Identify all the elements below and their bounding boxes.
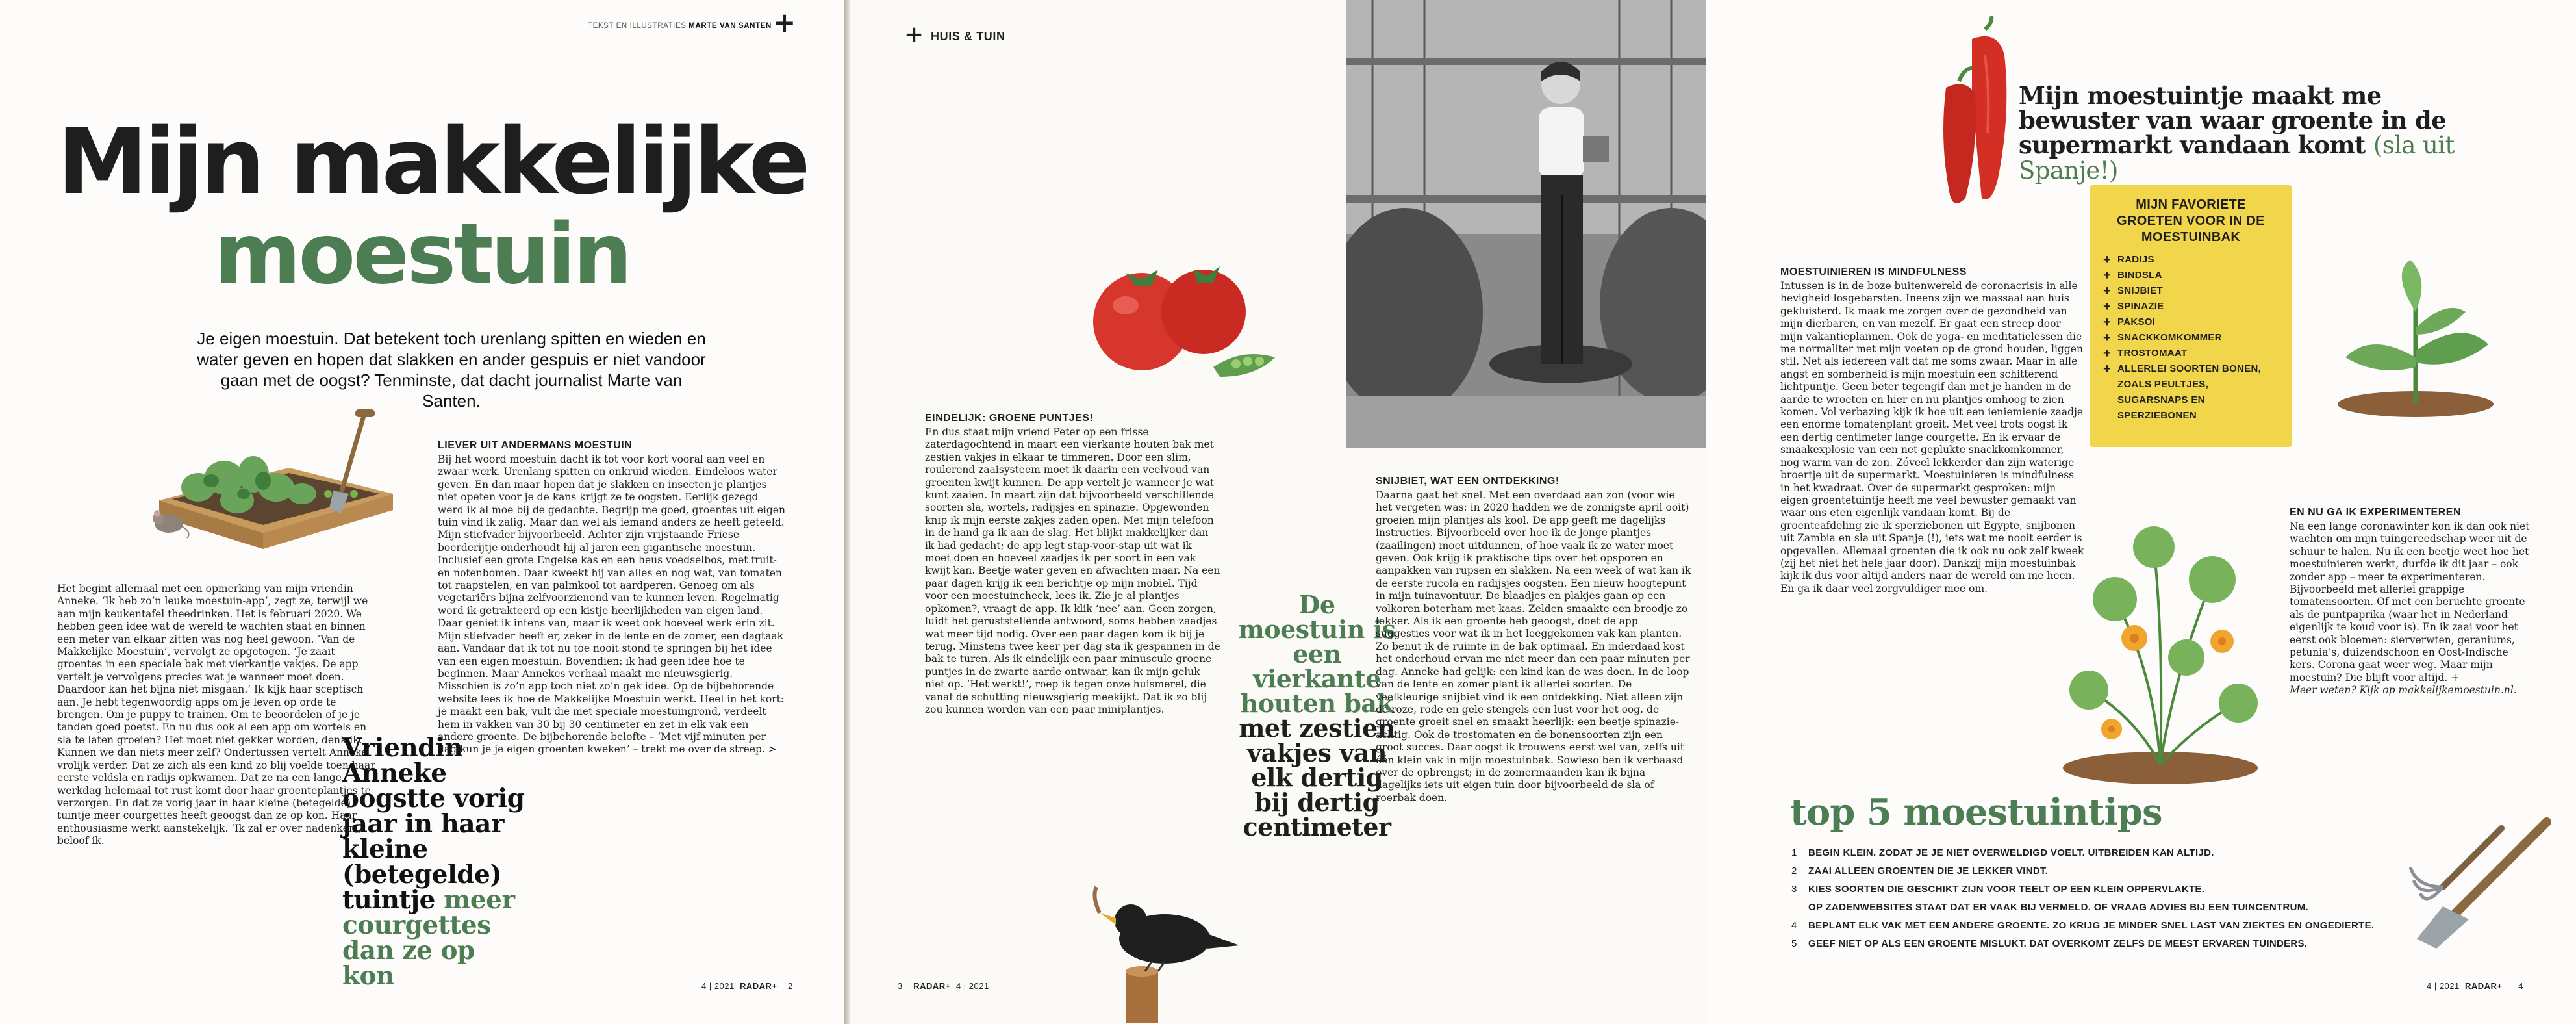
folio-mag: RADAR+	[913, 981, 951, 991]
article-col-2	[438, 440, 785, 756]
page-title-green: moestuin	[214, 206, 630, 303]
tip-item: 4 BEPLANT ELK VAK MET EEN ANDERE GROENTE. ZO KRIJG JE MINDER SNEL LAST VAN ZIEKTES EN ONGEDIERTE.	[1791, 920, 2375, 931]
page-title: Mijn makkelijke	[57, 109, 807, 215]
favorite-item: + SNIJBIET	[2103, 283, 2279, 299]
favorites-box	[2090, 185, 2292, 447]
garden-tools-illustration	[2404, 815, 2557, 955]
folio-page: 4	[2518, 981, 2523, 991]
col1-heading: MOESTUINIEREN IS MINDFULNESS	[1780, 266, 1967, 277]
pull-quote	[1237, 590, 1396, 841]
article-col-2	[1376, 476, 1693, 804]
pull-quote-green: meer courgettes dan ze op kon	[342, 885, 515, 991]
col1-text: Intussen is in de boze buitenwereld de coronacrisis in alle hevigheid losgebarsten. Ineens zijn we massaal aan huis gekluisterd. Ik maak me zorgen over de gezondheid van mijn dierbaren, en van mezelf. Er gaat een streep door mijn vakantieplannen. Ook de yoga- en meditatielessen die me normaliter met mijn voeten op de grond houden, liggen stil. Net als iedereen valt dat me soms zwaar. Maar in alle angst en somberheid is mijn moestuin een schitterend lichtpuntje. Geen beter tegengif dan met je handen in de aarde te wroeten en hier en nu plantjes omhoog te zien komen. Vol verbazing kijk ik hoe uit een ieniemienie zaadje een enorme tomatenplant groeit. Met veel trots oogst ik een dertig centimeter lange courgette. En ik ervaar de smaakexplosie van een net geplukte snackkomkommer, nog warm van de zon. Zóveel lekkerder dan zijn waterige broertje uit de supermarkt. Moestuinieren is mindfulness in het kwadraat. Over de supermarkt gesproken: mijn eigen groentetuintje heeft me veel bewuster gemaakt van waar ons eten eigenlijk vandaan komt. Bij de groenteafdeling zie ik sperziebonen uit Egypte, snijbonen uit Zambia en sla uit Spanje (!), iets wat me nooit eerder is opgevallen. Allemaal groenten die ik ook nu ook zelf kweek (zij het niet het hele jaar door). Dankzij mijn moestuinbak kijk ik dus voor altijd anders naar de wereld om me heen. En ga ik daar veel zorgvuldiger mee om.	[1780, 280, 2084, 595]
headline-main: Mijn moestuintje maakt me bewuster van waar groente in de supermarkt vandaan komt	[2019, 81, 2447, 159]
favorites-title: MIJN FAVORIETE GROETEN VOOR IN DE MOESTUINBAK	[2117, 198, 2265, 244]
article-col-1	[925, 413, 1220, 716]
page-left	[0, 0, 844, 1024]
tips-list	[1791, 847, 2375, 956]
col1-heading: EINDELIJK: GROENE PUNTJES!	[925, 413, 1094, 424]
page-right	[1706, 0, 2576, 1024]
favorite-item: + TROSTOMAAT	[2103, 346, 2279, 361]
favorite-item: + SNACKKOMKOMMER	[2103, 330, 2279, 346]
col2-text: Na een lange coronawinter kon ik dan ook niet wachten om mijn tuingereedschap weer uit de schuur te halen. Nu ik een beetje weet hoe het moestuinieren werkt, durfde ik dit jaar – ook zonder app – meer te experimenteren. Bijvoorbeeld met allerlei grappige tomatensoorten. Of met een beruchte groente als de puntpaprika (waar het in Nederland eigenlijk te koud voor is). En ik zaai voor het eerst ook bloemen: sierverwten, geraniums, petunia’s, duizendschoon en Oost-Indische kers. Corona gaat weer weg. Maar mijn moestuin? Die blijft voor altijd. +	[2290, 520, 2530, 684]
pull-quote-green: De moestuin is een vierkante houten bak	[1238, 590, 1396, 718]
folio-page: 2	[788, 981, 793, 991]
tomatoes-illustration	[1080, 237, 1278, 406]
pull-quote	[342, 733, 531, 991]
blackbird-illustration	[1080, 874, 1243, 1023]
col2-more-info: Meer weten? Kijk op makkelijkemoestuin.nl.	[2290, 684, 2517, 697]
folio-left	[701, 981, 793, 991]
tip-item: 2 ZAAI ALLEEN GROENTEN DIE JE LEKKER VINDT.	[1791, 865, 2049, 877]
favorite-item: + PAKSOI	[2103, 314, 2279, 330]
favorite-item: + ALLERLEI SOORTEN BONEN, ZOALS PEULTJES, SUGARSNAPS EN SPERZIEBONEN	[2103, 361, 2279, 424]
plus-icon: +	[773, 6, 796, 38]
tip-item: OP ZADENWEBSITES STAAT DAT ER VAAK BIJ VERMELD. OF VRAAG ADVIES BIJ EEN TUINCENTRUM.	[1808, 902, 2308, 913]
folio-mag: RADAR+	[2465, 981, 2503, 991]
pull-quote-main: Vriendin Anneke oogstte vorig jaar in haar kleine (betegelde) tuintje	[342, 733, 525, 915]
folio-issue: 4 | 2021	[701, 981, 735, 991]
article-col-1	[1780, 266, 2086, 595]
gardener-photo	[1346, 0, 1706, 448]
folio-middle	[898, 981, 989, 991]
col2-text: Daarna gaat het snel. Met een overdaad aan zon (voor wie het vergeten was: in 2020 hadden we de zonnigste april ooit) groeien mijn plantjes als kool. De app geeft me dagelijks instructies. Bijvoorbeeld over hoe ik de jonge plantjes (zaailingen) moet uitdunnen, of hoe vaak ik ze water moet geven. Ook krijg ik praktische tips over het opsporen en aanpakken van rupsen en slakken. Na een week of wat kan ik de eerste rucola en radijsjes oogsten. Een nieuw hoogtepunt in mijn tuinavontuur. De blaadjes en plakjes gaan op een volkoren boterham met kaas. Zelden smaakte een broodje zo lekker. Als ik een groente heb geoogst, doet de app suggesties voor wat ik in het leeggekomen vak kan planten. Zo benut ik de ruimte in de bak optimaal. En inderdaad kost het onderhoud ervan me niet meer dan een paar minuten per dag. Anneke had gelijk: een kind kan de was doen. In de loop van de lente en zomer plant ik allerlei soorten. De veelkleurige snijbiet vind ik een ontdekking. Niet alleen zijn de roze, rode en gele stengels een lust voor het oog, de groente groeit snel en smaakt heerlijk: een beetje spinazie-achtig. Ook de trostomaten en de bonensoorten zijn een groot succes. Daar oogst ik trouwens eerst wel van, zelfs uit één klein vak in mijn moestuinbak. Sowieso ben ik verbaasd over de opbrengst; in de zomermaanden kan ik bijna dagelijks iets uit eigen tuin door bijvoorbeeld de sla of roerbak doen.	[1376, 489, 1691, 804]
col2-heading: EN NU GA IK EXPERIMENTEREN	[2290, 507, 2461, 518]
folio-issue: 4 | 2021	[2427, 981, 2460, 991]
tips-title: top 5 moestuintips	[1790, 791, 2162, 834]
folio-page: 3	[898, 981, 903, 991]
folio-right	[2427, 981, 2523, 991]
section-label: HUIS & TUIN	[931, 30, 1005, 43]
folio-mag: RADAR+	[740, 981, 777, 991]
tip-item: 5 GEEF NIET OP ALS EEN GROENTE MISLUKT. DAT OVERKOMT ZELFS DE MEEST ERVAREN TUINDERS.	[1791, 938, 2308, 949]
col2-heading: SNIJBIET, WAT EEN ONTDEKKING!	[1376, 476, 1559, 487]
intro-text: Je eigen moestuin. Dat betekent toch urenlang spitten en wieden en water geven en hopen dat slakken en ander gespuis er niet vandoor gaan met de oogst? Tenminste, dat dacht journalist Marte van Santen.	[197, 329, 706, 411]
seedling-illustration	[2332, 260, 2498, 419]
article-col-2	[2290, 507, 2536, 697]
favorite-item: + BINDSLA	[2103, 268, 2279, 283]
mouse-illustration	[142, 500, 194, 539]
credit-name: MARTE VAN SANTEN	[688, 22, 772, 30]
spine-shadow	[844, 0, 850, 1024]
col1-text: En dus staat mijn vriend Peter op een frisse zaterdagochtend in maart een vierkante houten bak met zestien vakjes in elkaar te timmeren. Door een slim, roulerend zaaisysteem moet ik daarin een veelvoud van groenten kwijt kunnen. De app vertelt je wanneer je wat kunt zaaien. In maart zijn dat bijvoorbeeld verschillende soorten sla, wortels, radijsjes en spinazie. Opgewonden knip ik mijn eerste zakjes zaden open. Met mijn telefoon in de hand ga ik aan de slag. Het blijkt makkelijker dan ik had gedacht; de app legt stap-voor-stap uit wat ik moet doen en hoeveel zaadjes ik per soort in een vak kwijt kan. Beetje water geven en afwachten maar. Na een paar dagen krijg ik een berichtje op mijn mobiel. Tijd voor een moestuincheck, lees ik. Zie je al plantjes opkomen?, vraagt de app. Ik klik ‘nee’ aan. Geen zorgen, luidt het geruststellende antwoord, soms hebben zaadjes wat meer tijd nodig. Over een paar dagen kom ik bij je terug. Minstens twee keer per dag sta ik gespannen in de bak te turen. Als ik eindelijk een paar minuscule groene puntjes in de zwarte aarde ontwaar, kan ik mijn geluk niet op. ‘Het werkt!’, roep ik tegen onze huismerel, die vanaf de schutting nieuwsgierig meekijkt. Dat ik zo blij zou kunnen worden van een paar miniplantjes.	[925, 426, 1220, 715]
tip-item: 1 BEGIN KLEIN. ZODAT JE JE NIET OVERWELDIGD VOELT. UITBREIDEN KAN ALTIJD.	[1791, 847, 2214, 858]
col2-text: Bij het woord moestuin dacht ik tot voor kort vooral aan veel en zwaar werk. Urenlang spitten en onkruid wieden. Eindeloos water geven. En dan maar hopen dat je slakken en insecten je plantjes niet opeten voor je de kans krijgt ze te oogsten. Eerlijk gezegd werd ik al moe bij de gedachte. Begrijp me goed, groentes uit eigen tuin vind ik zalig. Maar dan wel als iemand anders ze heeft geteeld. Mijn stiefvader bijvoorbeeld. Achter zijn vrijstaande Friese boerderijtje onderhoudt hij al jaren een gigantische moestuin. Inclusief een grote Engelse kas en een heus voedselbos, met fruit- en notenbomen. Daar kweekt hij van alles en nog wat, van tomaten tot raapstelen, en van palmkool tot aardperen. Genoeg om als vegetariërs bijna zelfvoorzienend van te kunnen leven. Regelmatig word ik getrakteerd op een kistje heerlijkheden van eigen land. Daar geniet ik intens van, maar ik weet ook hoeveel werk erin zit. Mijn stiefvader heeft er, zeker in de lente en de zomer, een dagtaak aan. Vandaar dat ik tot nu toe nooit stond te springen bij het idee van een eigen moestuin. Bovendien: ik had geen idee hoe te beginnen. Maar Annekes verhaal maakt me nieuwsgierig. Misschien is zo’n app toch niet zo’n gek idee. Op de bijbehorende website lees ik hoe de Makkelijke Moestuin werkt. Heel in het kort: je maakt een bak, vult die met speciale moestuingrond, verdeelt hem in vakken van 30 bij 30 centimeter en zet in elk vak een andere groente. De bijbehorende belofte – ‘Met vijf minuten per dag kun je je eigen groenten kweken’ – trekt me over de streep. >	[438, 454, 785, 756]
tip-item: 3 KIES SOORTEN DIE GESCHIKT ZIJN VOOR TEELT OP EEN KLEIN OPPERVLAKTE.	[1791, 884, 2205, 895]
favorite-item: + SPINAZIE	[2103, 299, 2279, 314]
favorite-item: + RADIJS	[2103, 252, 2279, 268]
nasturtium-illustration	[2056, 508, 2264, 787]
credit-prefix: TEKST EN ILLUSTRATIES	[588, 22, 687, 30]
headline-green: (sla uit Spanje!)	[2019, 131, 2455, 185]
article-col-1: Het begint allemaal met een opmerking van mijn vriendin Anneke. ‘Ik heb zo’n leuke moestuin-app’, zegt ze, terwijl we aan mijn keukentafel theedrinken. Het is februari 2020. We hebben geen idee wat de wereld te wachten staat en binnen een meter van elkaar zitten was nog heel gewoon. ‘Van de Makkelijke Moestuin’, vervolgt ze opgetogen. ‘Je zaait groentes in een speciale bak met vierkantje vakjes. De app vertelt je vervolgens precies wat je wanneer moet doen. Daardoor kan het bijna niet misgaan.’ Ik kijk haar sceptisch aan. Je hebt tegenwoordig apps om je leven op orde te brengen. Om je puppy te trainen. Om te beoordelen of je je tanden goed poetst. En nu dus ook al een app om wortels en sla te laten groeien? Het moet niet gekker worden, denk ik. Kunnen we dan niets meer zelf? Ondertussen vertelt Anneke vrolijk verder. Dat ze zich als een kind zo blij voelde toen haar eerste veldsla en radijs opkwamen. Dat ze na een lange werkdag helemaal tot rust komt door haar groenteplantjes te verzorgen. En dat ze vorig jaar in haar kleine (betegelde) tuintje meer courgettes heeft geoogst dan ze op kon. Haar enthousiasme werkt aanstekelijk. ‘Ik zal er over nadenken’, beloof ik.	[57, 583, 375, 847]
plus-icon: +	[904, 21, 924, 48]
page-middle	[850, 0, 1706, 1024]
pull-quote-main: met zestien vakjes van elk dertig bij dertig centimeter	[1239, 713, 1395, 841]
folio-issue: 4 | 2021	[955, 981, 989, 991]
favorites-list	[2103, 252, 2279, 424]
col2-heading: LIEVER UIT ANDERMANS MOESTUIN	[438, 440, 633, 451]
credit-line	[588, 22, 772, 30]
page-headline	[2019, 83, 2486, 183]
